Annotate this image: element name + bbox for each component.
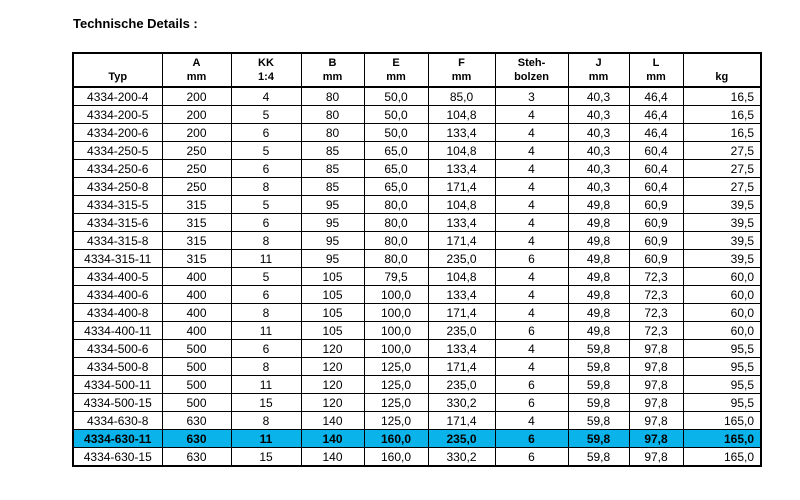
table-cell-l: 60,4 — [629, 160, 683, 178]
table-cell-e: 50,0 — [364, 87, 428, 106]
table-cell-j: 49,8 — [568, 214, 629, 232]
column-header-line2: mm — [322, 71, 343, 83]
table-cell-f: 133,4 — [428, 340, 495, 358]
table-cell-typ: 4334-400-6 — [73, 286, 162, 304]
table-row — [73, 448, 761, 467]
table-cell-f: 133,4 — [428, 124, 495, 142]
table-cell-kk: 4 — [231, 87, 301, 106]
table-cell-kg: 60,0 — [683, 304, 761, 322]
table-row — [73, 124, 761, 142]
table-cell-j: 49,8 — [568, 250, 629, 268]
table-cell-typ: 4334-500-11 — [73, 376, 162, 394]
table-cell-e: 125,0 — [364, 394, 428, 412]
table-cell-kk: 8 — [231, 412, 301, 430]
table-cell-kg: 165,0 — [683, 412, 761, 430]
table-row — [73, 412, 761, 430]
table-cell-e: 80,0 — [364, 214, 428, 232]
table-cell-b: 105 — [301, 304, 364, 322]
table-cell-typ: 4334-630-8 — [73, 412, 162, 430]
table-cell-typ: 4334-630-15 — [73, 448, 162, 467]
table-cell-f: 330,2 — [428, 394, 495, 412]
table-cell-b: 120 — [301, 394, 364, 412]
table-cell-l: 97,8 — [629, 412, 683, 430]
table-cell-kk: 15 — [231, 394, 301, 412]
table-cell-kg: 60,0 — [683, 268, 761, 286]
column-header-line2: mm — [386, 71, 406, 83]
technical-details-table — [72, 52, 762, 467]
table-cell-kk: 8 — [231, 304, 301, 322]
table-cell-f: 235,0 — [428, 376, 495, 394]
table-cell-a: 315 — [162, 232, 231, 250]
table-cell-typ: 4334-400-8 — [73, 304, 162, 322]
table-cell-j: 49,8 — [568, 268, 629, 286]
table-cell-b: 95 — [301, 196, 364, 214]
table-body — [73, 87, 761, 466]
table-cell-typ: 4334-500-6 — [73, 340, 162, 358]
table-row — [73, 358, 761, 376]
table-cell-kg: 16,5 — [683, 124, 761, 142]
table-cell-a: 400 — [162, 268, 231, 286]
table-cell-f: 133,4 — [428, 160, 495, 178]
table-cell-kk: 11 — [231, 322, 301, 340]
table-cell-l: 97,8 — [629, 448, 683, 467]
table-cell-kk: 6 — [231, 286, 301, 304]
table-cell-l: 60,4 — [629, 142, 683, 160]
table-cell-b: 80 — [301, 87, 364, 106]
table-cell-stehbolzen: 4 — [495, 160, 568, 178]
table-cell-e: 65,0 — [364, 178, 428, 196]
table-row — [73, 106, 761, 124]
table-cell-l: 72,3 — [629, 304, 683, 322]
column-header-line2: mm — [588, 71, 609, 83]
table-cell-e: 50,0 — [364, 124, 428, 142]
table-cell-kk: 8 — [231, 178, 301, 196]
table-cell-typ: 4334-315-5 — [73, 196, 162, 214]
column-header-line1: Steh- — [517, 57, 546, 69]
table-cell-b: 120 — [301, 358, 364, 376]
table-cell-l: 72,3 — [629, 322, 683, 340]
table-cell-a: 500 — [162, 358, 231, 376]
table-row — [73, 394, 761, 412]
table-cell-kg: 60,0 — [683, 322, 761, 340]
column-header-j — [568, 53, 629, 87]
table-cell-a: 500 — [162, 376, 231, 394]
table-cell-stehbolzen: 4 — [495, 106, 568, 124]
column-header-stehbolzen — [495, 53, 568, 87]
table-cell-j: 40,3 — [568, 160, 629, 178]
table-cell-kg: 39,5 — [683, 250, 761, 268]
table-cell-e: 125,0 — [364, 376, 428, 394]
table-cell-l: 46,4 — [629, 106, 683, 124]
table-cell-kk: 5 — [231, 268, 301, 286]
table-cell-j: 40,3 — [568, 106, 629, 124]
table-row — [73, 304, 761, 322]
table-cell-e: 80,0 — [364, 250, 428, 268]
table-cell-stehbolzen: 4 — [495, 142, 568, 160]
table-cell-stehbolzen: 6 — [495, 394, 568, 412]
table-row — [73, 250, 761, 268]
table-cell-kk: 8 — [231, 232, 301, 250]
table-row — [73, 340, 761, 358]
table-cell-a: 250 — [162, 178, 231, 196]
table-cell-typ: 4334-400-5 — [73, 268, 162, 286]
table-cell-l: 97,8 — [629, 394, 683, 412]
table-cell-b: 85 — [301, 178, 364, 196]
table-cell-kg: 39,5 — [683, 214, 761, 232]
table-cell-l: 97,8 — [629, 358, 683, 376]
table-cell-e: 65,0 — [364, 142, 428, 160]
table-cell-typ: 4334-500-8 — [73, 358, 162, 376]
table-cell-j: 40,3 — [568, 142, 629, 160]
table-cell-b: 95 — [301, 250, 364, 268]
column-header-line2: mm — [646, 71, 666, 83]
table-cell-a: 630 — [162, 412, 231, 430]
table-cell-typ: 4334-200-6 — [73, 124, 162, 142]
table-cell-j: 49,8 — [568, 232, 629, 250]
table-cell-b: 105 — [301, 268, 364, 286]
table-cell-e: 125,0 — [364, 412, 428, 430]
table-cell-j: 49,8 — [568, 196, 629, 214]
table-cell-l: 60,9 — [629, 196, 683, 214]
table-cell-l: 46,4 — [629, 87, 683, 106]
table-cell-e: 100,0 — [364, 340, 428, 358]
table-cell-f: 104,8 — [428, 268, 495, 286]
column-header-l — [629, 53, 683, 87]
table-cell-kk: 6 — [231, 214, 301, 232]
table-cell-typ: 4334-315-11 — [73, 250, 162, 268]
table-cell-stehbolzen: 4 — [495, 214, 568, 232]
table-cell-f: 235,0 — [428, 250, 495, 268]
table-cell-stehbolzen: 6 — [495, 430, 568, 448]
column-header-line2: mm — [451, 71, 472, 83]
table-cell-f: 171,4 — [428, 304, 495, 322]
table-cell-kg: 95,5 — [683, 340, 761, 358]
column-header-line1: L — [652, 57, 660, 69]
table-cell-stehbolzen: 6 — [495, 376, 568, 394]
table-cell-stehbolzen: 4 — [495, 286, 568, 304]
table-cell-kg: 165,0 — [683, 430, 761, 448]
column-header-a — [162, 53, 231, 87]
table-cell-e: 160,0 — [364, 430, 428, 448]
table-cell-j: 59,8 — [568, 376, 629, 394]
table-cell-kg: 39,5 — [683, 232, 761, 250]
table-cell-f: 235,0 — [428, 430, 495, 448]
table-cell-e: 50,0 — [364, 106, 428, 124]
table-cell-e: 100,0 — [364, 304, 428, 322]
table-cell-j: 49,8 — [568, 286, 629, 304]
table-cell-typ: 4334-250-6 — [73, 160, 162, 178]
table-cell-b: 95 — [301, 214, 364, 232]
table-cell-kk: 11 — [231, 250, 301, 268]
table-cell-kk: 11 — [231, 430, 301, 448]
table-cell-stehbolzen: 3 — [495, 87, 568, 106]
table-cell-l: 60,9 — [629, 250, 683, 268]
table-cell-f: 330,2 — [428, 448, 495, 467]
table-cell-kg: 60,0 — [683, 286, 761, 304]
table-cell-e: 80,0 — [364, 232, 428, 250]
table-cell-e: 79,5 — [364, 268, 428, 286]
table-header-row — [73, 53, 761, 87]
table-cell-b: 140 — [301, 430, 364, 448]
table-cell-b: 105 — [301, 286, 364, 304]
table-cell-a: 630 — [162, 448, 231, 467]
table-cell-j: 59,8 — [568, 358, 629, 376]
table-cell-kg: 165,0 — [683, 448, 761, 467]
column-header-line2: Typ — [108, 71, 128, 83]
table-cell-kg: 95,5 — [683, 358, 761, 376]
table-cell-j: 59,8 — [568, 394, 629, 412]
table-cell-f: 133,4 — [428, 286, 495, 304]
table-cell-stehbolzen: 4 — [495, 412, 568, 430]
table-cell-b: 95 — [301, 232, 364, 250]
table-cell-f: 171,4 — [428, 412, 495, 430]
table-cell-typ: 4334-200-4 — [73, 87, 162, 106]
table-row — [73, 178, 761, 196]
table-cell-l: 60,9 — [629, 214, 683, 232]
table-cell-typ: 4334-500-15 — [73, 394, 162, 412]
table-cell-typ: 4334-315-6 — [73, 214, 162, 232]
table-cell-kk: 5 — [231, 142, 301, 160]
table-cell-stehbolzen: 4 — [495, 304, 568, 322]
table-cell-l: 72,3 — [629, 268, 683, 286]
table-cell-a: 315 — [162, 250, 231, 268]
column-header-e — [364, 53, 428, 87]
table-cell-stehbolzen: 4 — [495, 358, 568, 376]
table-cell-e: 80,0 — [364, 196, 428, 214]
column-header-line1: F — [458, 57, 465, 69]
table-cell-kk: 6 — [231, 160, 301, 178]
table-row — [73, 87, 761, 106]
table-cell-a: 630 — [162, 430, 231, 448]
table-cell-kk: 5 — [231, 196, 301, 214]
table-cell-a: 500 — [162, 340, 231, 358]
table-cell-a: 400 — [162, 304, 231, 322]
table-cell-b: 80 — [301, 106, 364, 124]
table-cell-kg: 16,5 — [683, 87, 761, 106]
table-cell-j: 49,8 — [568, 304, 629, 322]
table-cell-b: 140 — [301, 412, 364, 430]
table-cell-b: 105 — [301, 322, 364, 340]
table-cell-l: 60,4 — [629, 178, 683, 196]
table-row — [73, 214, 761, 232]
table-cell-e: 65,0 — [364, 160, 428, 178]
table-cell-f: 133,4 — [428, 214, 495, 232]
table-row — [73, 268, 761, 286]
table-cell-typ: 4334-315-8 — [73, 232, 162, 250]
table-row — [73, 286, 761, 304]
table-cell-kk: 5 — [231, 106, 301, 124]
table-cell-a: 315 — [162, 214, 231, 232]
table-cell-f: 85,0 — [428, 87, 495, 106]
table-cell-l: 72,3 — [629, 286, 683, 304]
table-row — [73, 232, 761, 250]
table-cell-kk: 11 — [231, 376, 301, 394]
table-cell-stehbolzen: 4 — [495, 232, 568, 250]
table-row — [73, 142, 761, 160]
column-header-line2: bolzen — [514, 71, 549, 83]
column-header-line2: kg — [715, 71, 729, 83]
column-header-line1 — [684, 56, 761, 70]
table-cell-f: 104,8 — [428, 142, 495, 160]
table-cell-f: 235,0 — [428, 322, 495, 340]
table-cell-stehbolzen: 4 — [495, 268, 568, 286]
table-cell-kg: 27,5 — [683, 178, 761, 196]
table-cell-l: 97,8 — [629, 376, 683, 394]
table-cell-e: 100,0 — [364, 322, 428, 340]
table-cell-l: 97,8 — [629, 340, 683, 358]
table-cell-l: 60,9 — [629, 232, 683, 250]
table-cell-f: 171,4 — [428, 178, 495, 196]
column-header-line1: B — [328, 57, 337, 69]
column-header-line2: 1:4 — [258, 71, 274, 83]
table-cell-j: 49,8 — [568, 322, 629, 340]
table-cell-kg: 95,5 — [683, 376, 761, 394]
table-cell-typ: 4334-250-5 — [73, 142, 162, 160]
column-header-f — [428, 53, 495, 87]
table-cell-a: 400 — [162, 286, 231, 304]
table-cell-f: 171,4 — [428, 232, 495, 250]
column-header-line1: KK — [258, 57, 274, 69]
column-header-line1: J — [595, 57, 602, 69]
table-cell-kg: 16,5 — [683, 106, 761, 124]
table-cell-stehbolzen: 4 — [495, 340, 568, 358]
table-cell-j: 59,8 — [568, 448, 629, 467]
table-cell-l: 97,8 — [629, 430, 683, 448]
table-cell-a: 500 — [162, 394, 231, 412]
table-cell-kg: 27,5 — [683, 160, 761, 178]
table-cell-b: 140 — [301, 448, 364, 467]
column-header-typ — [73, 53, 162, 87]
table-cell-j: 59,8 — [568, 340, 629, 358]
table-cell-stehbolzen: 6 — [495, 448, 568, 467]
table-cell-stehbolzen: 4 — [495, 124, 568, 142]
table-cell-f: 171,4 — [428, 358, 495, 376]
table-cell-a: 200 — [162, 87, 231, 106]
table-cell-e: 100,0 — [364, 286, 428, 304]
table-cell-a: 315 — [162, 196, 231, 214]
table-cell-e: 125,0 — [364, 358, 428, 376]
table-cell-a: 200 — [162, 124, 231, 142]
table-cell-b: 80 — [301, 124, 364, 142]
table-cell-l: 46,4 — [629, 124, 683, 142]
table-row-highlighted — [73, 430, 761, 448]
table-cell-kk: 15 — [231, 448, 301, 467]
table-row — [73, 376, 761, 394]
table-cell-typ: 4334-250-8 — [73, 178, 162, 196]
table-cell-f: 104,8 — [428, 196, 495, 214]
table-cell-typ: 4334-400-11 — [73, 322, 162, 340]
table-cell-b: 120 — [301, 376, 364, 394]
table-cell-b: 120 — [301, 340, 364, 358]
table-cell-j: 40,3 — [568, 178, 629, 196]
table-cell-typ: 4334-630-11 — [73, 430, 162, 448]
table-cell-typ: 4334-200-5 — [73, 106, 162, 124]
table-cell-stehbolzen: 6 — [495, 250, 568, 268]
table-cell-kg: 39,5 — [683, 196, 761, 214]
table-cell-stehbolzen: 4 — [495, 196, 568, 214]
column-header-kg — [683, 53, 761, 87]
table-row — [73, 196, 761, 214]
table-cell-stehbolzen: 4 — [495, 178, 568, 196]
table-cell-a: 200 — [162, 106, 231, 124]
column-header-b — [301, 53, 364, 87]
table-cell-j: 40,3 — [568, 87, 629, 106]
column-header-kk — [231, 53, 301, 87]
table-cell-b: 85 — [301, 142, 364, 160]
table-cell-kg: 27,5 — [683, 142, 761, 160]
column-header-line2: mm — [186, 71, 207, 83]
table-row — [73, 160, 761, 178]
table-cell-f: 104,8 — [428, 106, 495, 124]
table-cell-e: 160,0 — [364, 448, 428, 467]
table-cell-a: 250 — [162, 142, 231, 160]
table-cell-j: 59,8 — [568, 430, 629, 448]
table-cell-a: 250 — [162, 160, 231, 178]
page-title: Technische Details : — [73, 16, 198, 31]
table-cell-kk: 6 — [231, 124, 301, 142]
table-cell-kg: 95,5 — [683, 394, 761, 412]
table-cell-b: 85 — [301, 160, 364, 178]
table-cell-j: 59,8 — [568, 412, 629, 430]
table-row — [73, 322, 761, 340]
column-header-line1 — [74, 56, 162, 70]
column-header-line1: E — [392, 57, 400, 69]
table-cell-kk: 8 — [231, 358, 301, 376]
table-cell-stehbolzen: 6 — [495, 322, 568, 340]
table-cell-a: 400 — [162, 322, 231, 340]
table-cell-kk: 6 — [231, 340, 301, 358]
table-cell-j: 40,3 — [568, 124, 629, 142]
column-header-line1: A — [192, 57, 201, 69]
